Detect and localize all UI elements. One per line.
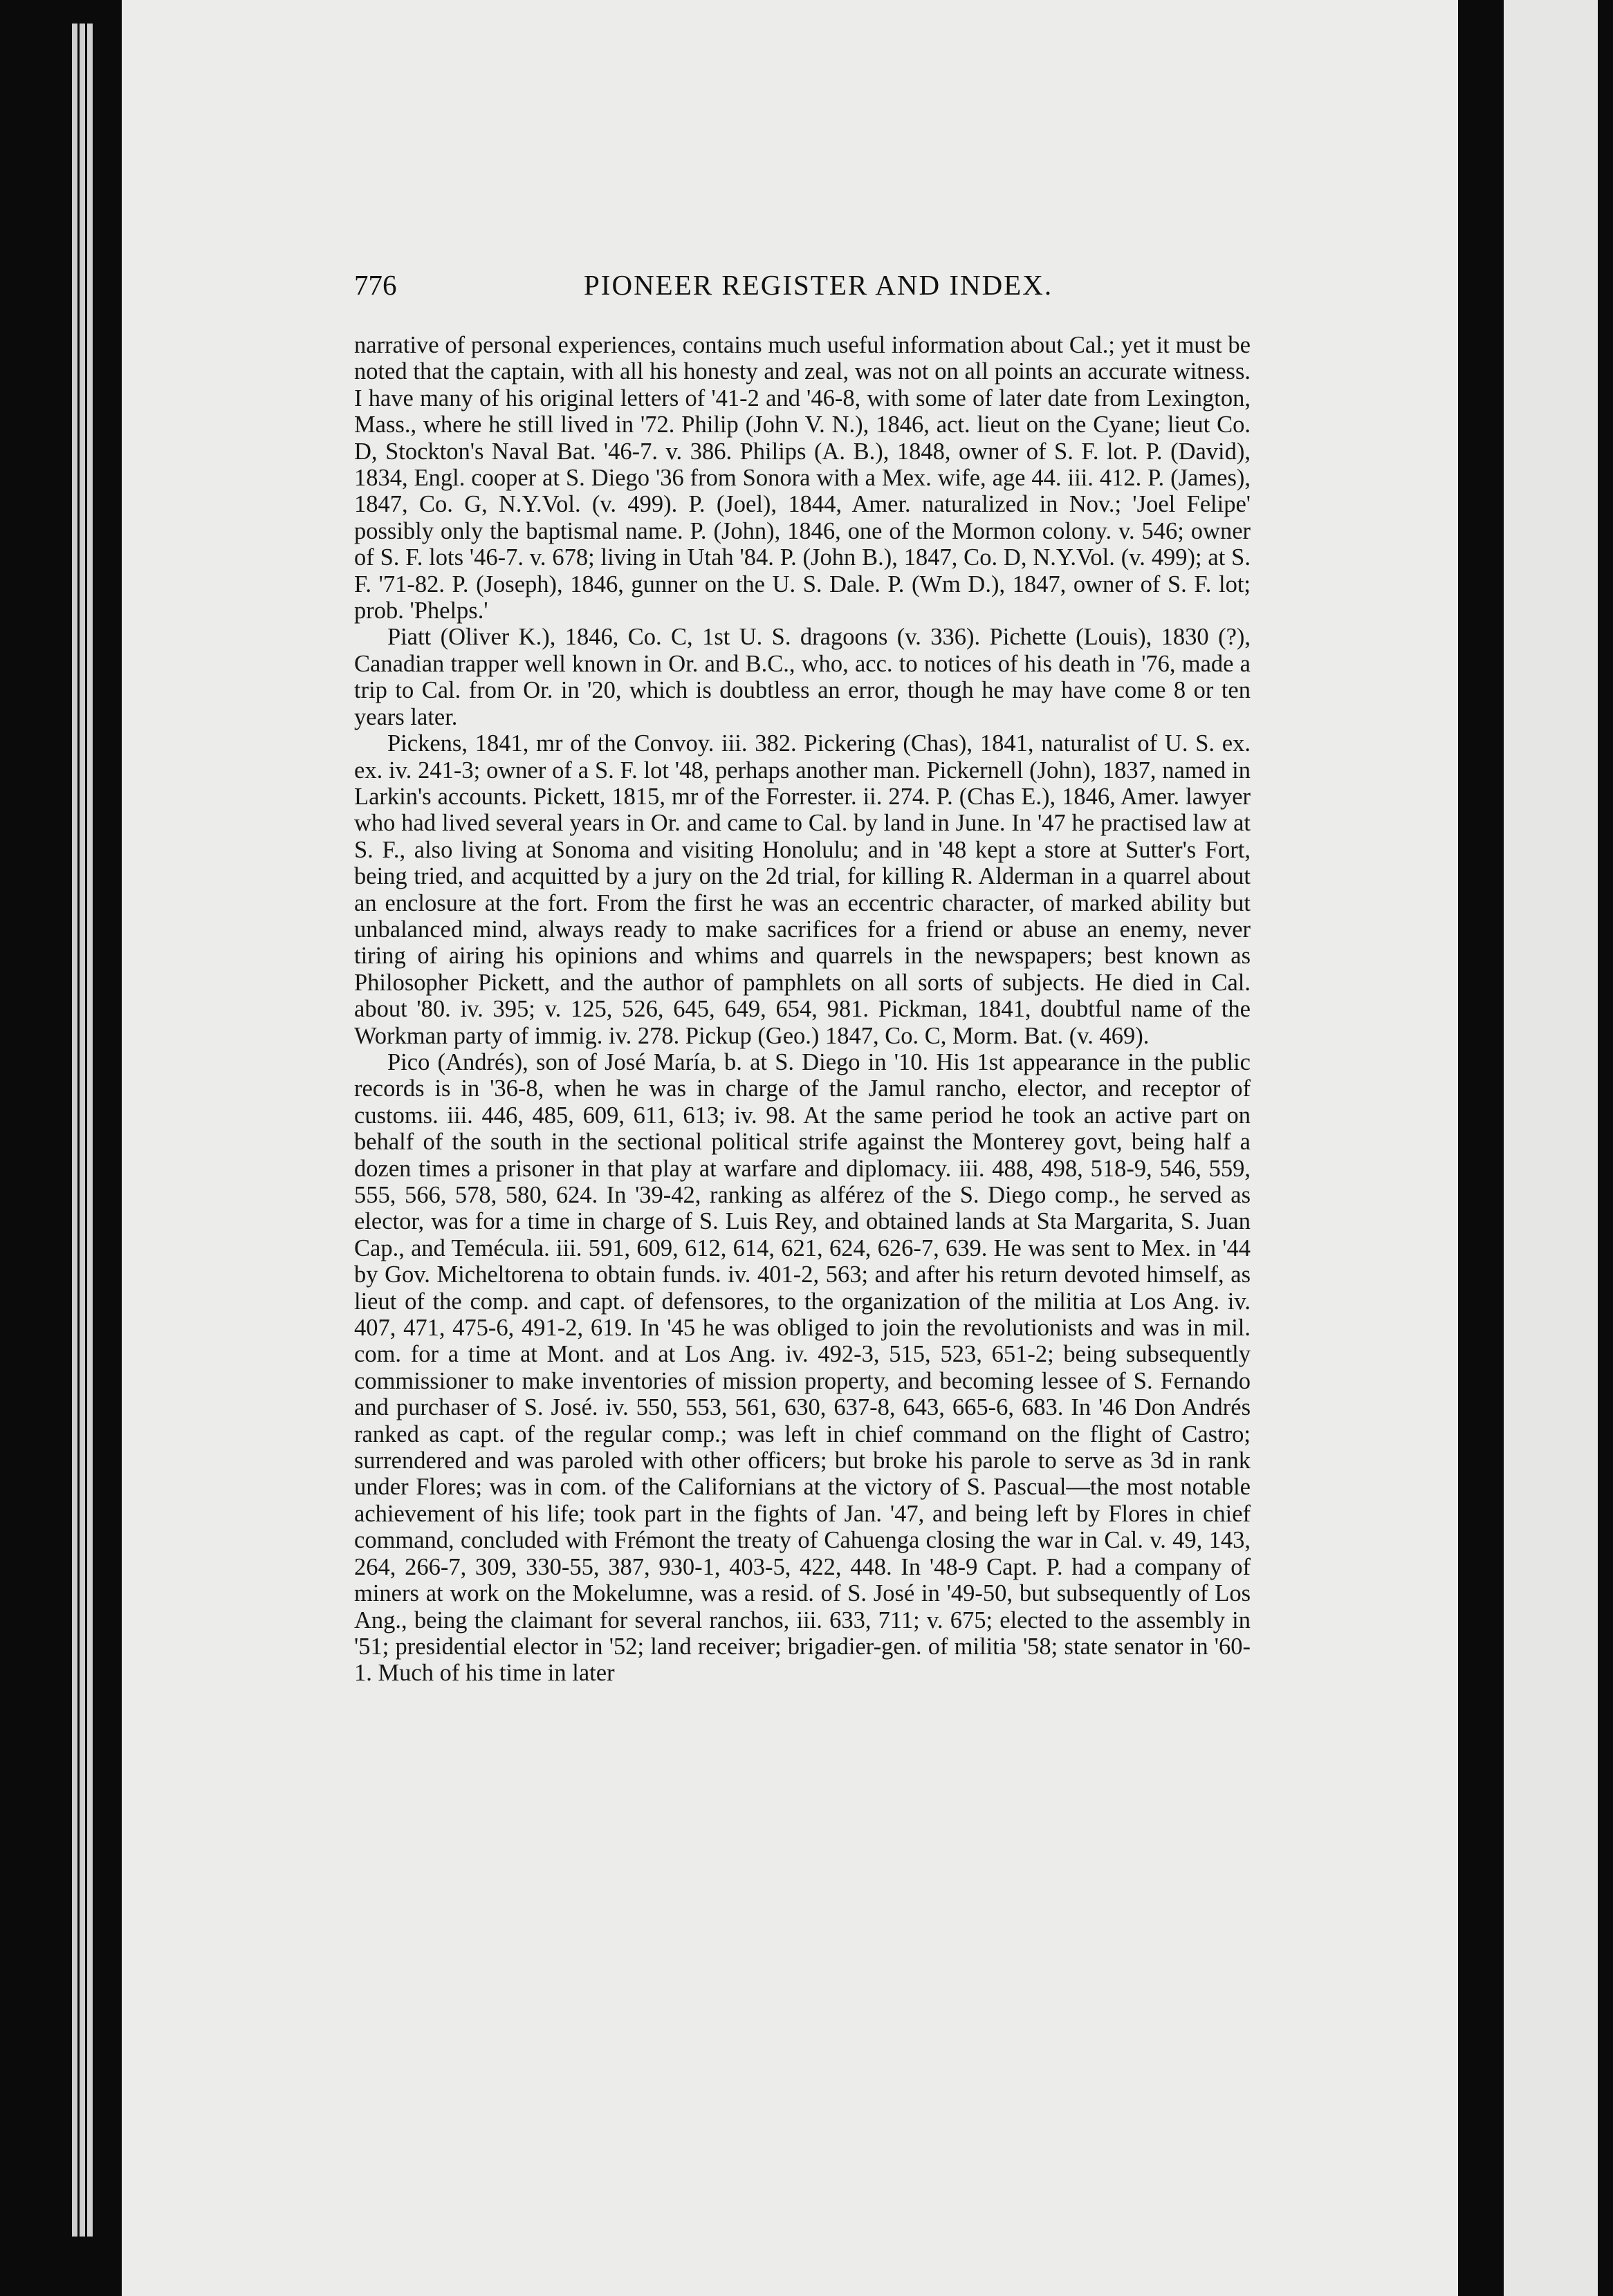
page-header bbox=[354, 268, 1281, 314]
facing-page-edge bbox=[1504, 0, 1598, 2296]
paragraph: Pickens, 1841, mr of the Convoy. iii. 382. Pickering (Chas), 1841, naturalist of U. S. ex. ex. iv. 241-3; owner of a S. F. lot '48, perhaps another man. Pickernell (John), 1837, named in Larkin's accounts. Pickett, 1815, mr of the Forrester. ii. 274. P. (Chas E.), 1846, Amer. lawyer who had lived several years in Or. and came to Cal. by land in June. In '47 he practised law at S. F., also living at Sonoma and visiting Honolulu; and in '48 kept a store at Sutter's Fort, being tried, and acquitted by a jury on the 2d trial, for killing R. Alderman in a quarrel about an enclosure at the fort. From the first he was an eccentric character, of marked ability but unbalanced mind, always ready to make sacrifices for a friend or abuse an enemy, never tiring of airing his opinions and whims and quarrels in the newspapers; best known as Philosopher Pickett, and the author of pamphlets on all sorts of subjects. He died in Cal. about '80. iv. 395; v. 125, 526, 645, 649, 654, 981. Pickman, 1841, doubtful name of the Workman party of immig. iv. 278. Pickup (Geo.) 1847, Co. C, Morm. Bat. (v. 469). bbox=[354, 730, 1251, 1049]
body-text bbox=[354, 332, 1251, 1687]
page-stack-edges bbox=[72, 24, 93, 2237]
paragraph: narrative of personal experiences, contains much useful information about Cal.; yet it must be noted that the captain, with all his honesty and zeal, was not on all points an accurate witness. I have many of his original letters of '41-2 and '46-8, with some of later date from Lexington, Mass., where he still lived in '72. Philip (John V. N.), 1846, act. lieut on the Cyane; lieut Co. D, Stockton's Naval Bat. '46-7. v. 386. Philips (A. B.), 1848, owner of S. F. lot. P. (David), 1834, Engl. cooper at S. Diego '36 from Sonora with a Mex. wife, age 44. iii. 412. P. (James), 1847, Co. G, N.Y.Vol. (v. 499). P. (Joel), 1844, Amer. naturalized in Nov.; 'Joel Felipe' possibly only the baptismal name. P. (John), 1846, one of the Mormon colony. v. 546; owner of S. F. lots '46-7. v. 678; living in Utah '84. P. (John B.), 1847, Co. D, N.Y.Vol. (v. 499); at S. F. '71-82. P. (Joseph), 1846, gunner on the U. S. Dale. P. (Wm D.), 1847, owner of S. F. lot; prob. 'Phelps.' bbox=[354, 332, 1251, 624]
paragraph: Piatt (Oliver K.), 1846, Co. C, 1st U. S. dragoons (v. 336). Pichette (Louis), 1830 (?), Canadian trapper well known in Or. and B.C., who, acc. to notices of his death in '76, made a trip to Cal. from Or. in '20, which is doubtless an error, though he may have come 8 or ten years later. bbox=[354, 624, 1251, 730]
running-head: PIONEER REGISTER AND INDEX. bbox=[584, 269, 1053, 301]
page-number: 776 bbox=[354, 269, 397, 301]
paragraph: Pico (Andrés), son of José María, b. at S. Diego in '10. His 1st appearance in the public records is in '36-8, when he was in charge of the Jamul rancho, elector, and receptor of customs. iii. 446, 485, 609, 611, 613; iv. 98. At the same period he took an active part on behalf of the south in the sectional political strife against the Monterey govt, being half a dozen times a prisoner in that play at warfare and diplomacy. iii. 488, 498, 518-9, 546, 559, 555, 566, 578, 580, 624. In '39-42, ranking as alférez of the S. Diego comp., he served as elector, was for a time in charge of S. Luis Rey, and obtained lands at Sta Margarita, S. Juan Cap., and Temécula. iii. 591, 609, 612, 614, 621, 624, 626-7, 639. He was sent to Mex. in '44 by Gov. Micheltorena to obtain funds. iv. 401-2, 563; and after his return devoted himself, as lieut of the comp. and capt. of defensores, to the organization of the militia at Los Ang. iv. 407, 471, 475-6, 491-2, 619. In '45 he was obliged to join the revolutionists and was in mil. com. for a time at Mont. and at Los Ang. iv. 492-3, 515, 523, 651-2; being subsequently commissioner to make inventories of mission property, and becoming lessee of S. Fernando and purchaser of S. José. iv. 550, 553, 561, 630, 637-8, 643, 665-6, 683. In '46 Don Andrés ranked as capt. of the regular comp.; was left in chief command on the flight of Castro; surrendered and was paroled with other officers; but broke his parole to serve as 3d in rank under Flores; was in com. of the Californians at the victory of S. Pascual—the most notable achievement of his life; took part in the fights of Jan. '47, and being left by Flores in chief command, concluded with Frémont the treaty of Cahuenga closing the war in Cal. v. 49, 143, 264, 266-7, 309, 330-55, 387, 930-1, 403-5, 422, 448. In '48-9 Capt. P. had a company of miners at work on the Mokelumne, was a resid. of S. José in '49-50, but subsequently of Los Ang., being the claimant for several ranchos, iii. 633, 711; v. 675; elected to the assembly in '51; presidential elector in '52; land receiver; brigadier-gen. of militia '58; state senator in '60-1. Much of his time in later bbox=[354, 1048, 1251, 1687]
